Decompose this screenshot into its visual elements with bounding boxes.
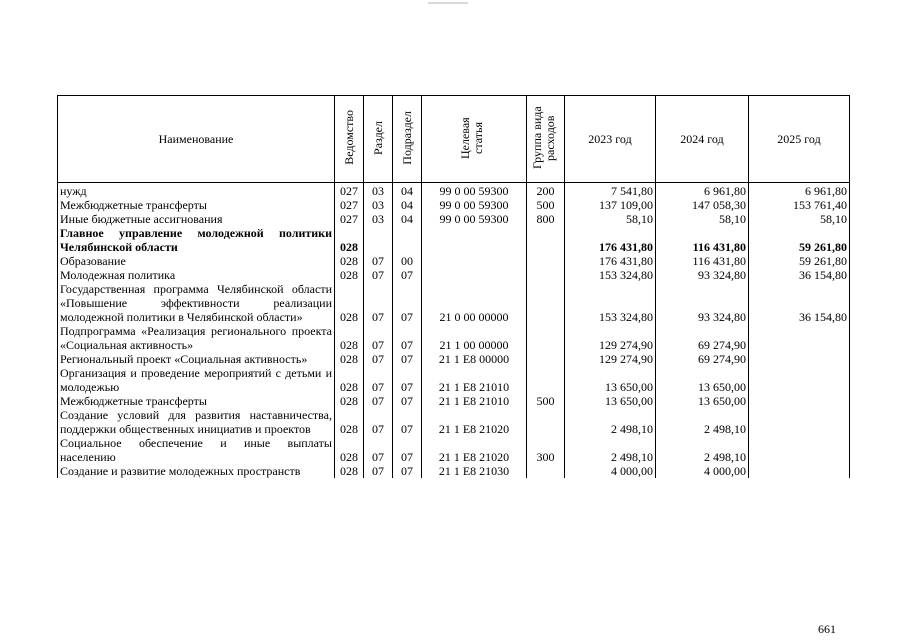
table-row [58, 183, 850, 199]
cell-razdel: 07 [364, 282, 393, 324]
cell-razdel: 03 [364, 198, 393, 212]
cell-2025: 153 761,40 [749, 198, 850, 212]
header-2025: 2025 год [749, 96, 850, 183]
cell-2023: 176 431,80 [565, 226, 656, 254]
table-row [58, 464, 850, 478]
cell-vedomstvo: 028 [335, 436, 364, 464]
cell-2024: 2 498,10 [656, 436, 749, 464]
table-row [58, 282, 850, 324]
cell-celevaya-statya: 21 1 00 00000 [422, 324, 527, 352]
cell-podrazdel: 07 [393, 268, 422, 282]
table-row [58, 226, 850, 254]
cell-razdel: 03 [364, 212, 393, 226]
cell-2025 [749, 394, 850, 408]
cell-razdel: 07 [364, 436, 393, 464]
cell-name: Межбюджетные трансферты [58, 198, 335, 212]
cell-gruppa-vida: 800 [527, 212, 565, 226]
cell-vedomstvo: 028 [335, 408, 364, 436]
cell-2025 [749, 352, 850, 366]
cell-celevaya-statya: 21 1 E8 21020 [422, 408, 527, 436]
cell-razdel: 07 [364, 324, 393, 352]
cell-celevaya-statya: 21 1 E8 21010 [422, 366, 527, 394]
cell-2025 [749, 408, 850, 436]
cell-2024: 6 961,80 [656, 183, 749, 199]
cell-vedomstvo: 028 [335, 352, 364, 366]
cell-2023: 129 274,90 [565, 352, 656, 366]
cell-2023: 13 650,00 [565, 394, 656, 408]
cell-2024: 4 000,00 [656, 464, 749, 478]
cell-vedomstvo: 028 [335, 324, 364, 352]
cell-2023: 153 324,80 [565, 282, 656, 324]
cell-name: Иные бюджетные ассигнования [58, 212, 335, 226]
cell-gruppa-vida [527, 268, 565, 282]
cell-2024: 93 324,80 [656, 268, 749, 282]
table-row [58, 394, 850, 408]
cell-podrazdel: 07 [393, 352, 422, 366]
cell-razdel [364, 226, 393, 254]
header-vedomstvo: Ведомство [335, 96, 364, 183]
cell-2023: 2 498,10 [565, 408, 656, 436]
page-number: 661 [818, 622, 836, 636]
cell-2024: 13 650,00 [656, 394, 749, 408]
scan-artifact [428, 2, 468, 4]
cell-2023: 137 109,00 [565, 198, 656, 212]
cell-vedomstvo: 027 [335, 198, 364, 212]
cell-2024: 58,10 [656, 212, 749, 226]
cell-razdel: 07 [364, 366, 393, 394]
cell-name: Создание и развитие молодежных пространств [58, 464, 335, 478]
cell-gruppa-vida [527, 324, 565, 352]
cell-vedomstvo: 027 [335, 212, 364, 226]
cell-2023: 2 498,10 [565, 436, 656, 464]
cell-gruppa-vida: 500 [527, 198, 565, 212]
cell-celevaya-statya [422, 226, 527, 254]
cell-podrazdel: 07 [393, 408, 422, 436]
cell-gruppa-vida: 500 [527, 394, 565, 408]
cell-podrazdel [393, 226, 422, 254]
cell-name: Региональный проект «Социальная активность» [58, 352, 335, 366]
cell-celevaya-statya: 99 0 00 59300 [422, 198, 527, 212]
cell-gruppa-vida [527, 282, 565, 324]
cell-gruppa-vida [527, 254, 565, 268]
table-row [58, 408, 850, 436]
cell-2025: 36 154,80 [749, 282, 850, 324]
cell-gruppa-vida [527, 408, 565, 436]
header-razdel: Раздел [364, 96, 393, 183]
table-row [58, 198, 850, 212]
budget-table [57, 95, 850, 478]
cell-2023: 129 274,90 [565, 324, 656, 352]
cell-name: Молодежная политика [58, 268, 335, 282]
table-row [58, 352, 850, 366]
header-podrazdel: Подраздел [393, 96, 422, 183]
cell-celevaya-statya: 21 1 E8 21010 [422, 394, 527, 408]
cell-vedomstvo: 028 [335, 226, 364, 254]
cell-celevaya-statya [422, 254, 527, 268]
table-row [58, 212, 850, 226]
cell-gruppa-vida: 200 [527, 183, 565, 199]
table-row [58, 324, 850, 352]
cell-name: нужд [58, 183, 335, 199]
header-2024: 2024 год [656, 96, 749, 183]
cell-2024: 116 431,80 [656, 226, 749, 254]
table-row [58, 366, 850, 394]
cell-vedomstvo: 027 [335, 183, 364, 199]
cell-podrazdel: 07 [393, 436, 422, 464]
cell-razdel: 07 [364, 394, 393, 408]
cell-podrazdel: 04 [393, 183, 422, 199]
cell-gruppa-vida [527, 366, 565, 394]
table-row [58, 254, 850, 268]
cell-2025 [749, 464, 850, 478]
cell-2024: 69 274,90 [656, 324, 749, 352]
cell-name: Государственная программа Челябинской области «Повышение эффективности реализации молодежной политики в Челябинской области» [58, 282, 335, 324]
cell-2024: 116 431,80 [656, 254, 749, 268]
cell-razdel: 07 [364, 352, 393, 366]
cell-celevaya-statya: 99 0 00 59300 [422, 212, 527, 226]
cell-name: Социальное обеспечение и иные выплаты населению [58, 436, 335, 464]
cell-gruppa-vida [527, 226, 565, 254]
cell-2024: 69 274,90 [656, 352, 749, 366]
cell-2025: 59 261,80 [749, 254, 850, 268]
cell-razdel: 07 [364, 268, 393, 282]
cell-celevaya-statya [422, 268, 527, 282]
cell-celevaya-statya: 99 0 00 59300 [422, 183, 527, 199]
cell-podrazdel: 07 [393, 394, 422, 408]
cell-name: Организация и проведение мероприятий с детьми и молодежью [58, 366, 335, 394]
header-name: Наименование [58, 96, 335, 183]
cell-podrazdel: 07 [393, 366, 422, 394]
header-2023: 2023 год [565, 96, 656, 183]
cell-celevaya-statya: 21 1 E8 00000 [422, 352, 527, 366]
cell-2025: 59 261,80 [749, 226, 850, 254]
cell-vedomstvo: 028 [335, 366, 364, 394]
cell-2025 [749, 436, 850, 464]
cell-vedomstvo: 028 [335, 464, 364, 478]
cell-vedomstvo: 028 [335, 268, 364, 282]
cell-razdel: 07 [364, 254, 393, 268]
cell-2023: 7 541,80 [565, 183, 656, 199]
cell-2023: 153 324,80 [565, 268, 656, 282]
cell-podrazdel: 07 [393, 282, 422, 324]
cell-2025: 6 961,80 [749, 183, 850, 199]
cell-razdel: 07 [364, 408, 393, 436]
cell-2024: 147 058,30 [656, 198, 749, 212]
cell-podrazdel: 04 [393, 198, 422, 212]
table-row [58, 268, 850, 282]
cell-vedomstvo: 028 [335, 254, 364, 268]
cell-2023: 4 000,00 [565, 464, 656, 478]
cell-2025: 58,10 [749, 212, 850, 226]
cell-vedomstvo: 028 [335, 394, 364, 408]
cell-celevaya-statya: 21 0 00 00000 [422, 282, 527, 324]
cell-2023: 176 431,80 [565, 254, 656, 268]
cell-podrazdel: 07 [393, 464, 422, 478]
cell-name: Образование [58, 254, 335, 268]
header-gruppa-vida-rashodov: Группа вида расходов [527, 96, 565, 183]
cell-podrazdel: 00 [393, 254, 422, 268]
cell-2024: 13 650,00 [656, 366, 749, 394]
cell-name: Главное управление молодежной политики Челябинской области [58, 226, 335, 254]
cell-gruppa-vida [527, 352, 565, 366]
cell-2024: 2 498,10 [656, 408, 749, 436]
cell-celevaya-statya: 21 1 E8 21020 [422, 436, 527, 464]
cell-razdel: 03 [364, 183, 393, 199]
cell-celevaya-statya: 21 1 E8 21030 [422, 464, 527, 478]
cell-2023: 58,10 [565, 212, 656, 226]
cell-gruppa-vida: 300 [527, 436, 565, 464]
cell-razdel: 07 [364, 464, 393, 478]
cell-2025 [749, 366, 850, 394]
cell-name: Подпрограмма «Реализация регионального проекта «Социальная активность» [58, 324, 335, 352]
cell-gruppa-vida [527, 464, 565, 478]
cell-podrazdel: 07 [393, 324, 422, 352]
cell-name: Создание условий для развития наставничества, поддержки общественных инициатив и проектов [58, 408, 335, 436]
header-celevaya-statya: Целевая статья [422, 96, 527, 183]
table-header-row [58, 96, 850, 183]
cell-2024: 93 324,80 [656, 282, 749, 324]
cell-name: Межбюджетные трансферты [58, 394, 335, 408]
cell-2025 [749, 324, 850, 352]
cell-vedomstvo: 028 [335, 282, 364, 324]
cell-2025: 36 154,80 [749, 268, 850, 282]
cell-2023: 13 650,00 [565, 366, 656, 394]
table-row [58, 436, 850, 464]
cell-podrazdel: 04 [393, 212, 422, 226]
